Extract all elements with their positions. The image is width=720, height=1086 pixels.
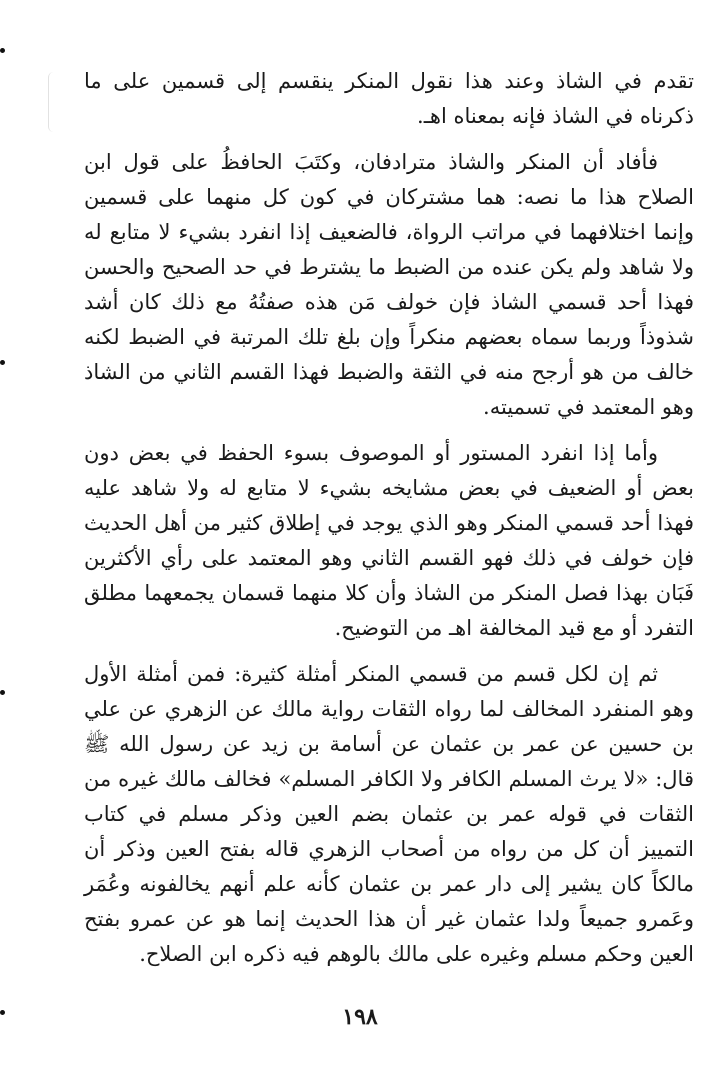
paragraph: وأما إذا انفرد المستور أو الموصوف بسوء الحفظ في بعض دون بعض أو الضعيف في بعض مشايخه بشيء لا متابع له ولا شاهد عليه فهذا أحد قسمي المنكر وهو الذي يوجد في إطلاق كثير من أهل الحديث فإن خولف في ذلك فهو القسم الثاني وهو المعتمد على رأي الأكثرين فَبَان بهذا فصل المنكر من الشاذ وأن كلا منهما قسمان يجمعهما مطلق التفرد أو مع قيد المخالفة اهـ من التوضيح. bbox=[84, 441, 694, 640]
edge-dot bbox=[0, 48, 5, 53]
edge-dot bbox=[0, 360, 5, 365]
paragraph: ثم إن لكل قسم من قسمي المنكر أمثلة كثيرة: فمن أمثلة الأول وهو المنفرد المخالف لما رواه الثقات رواية مالك عن الزهري عن علي بن حسين عن عمر بن عثمان عن أسامة بن زيد عن رسول الله ﷺ قال: «لا يرث المسلم الكافر ولا الكافر المسلم» فخالف مالك غيره من الثقات في قوله عمر بن عثمان بضم العين وذكر مسلم في كتاب التمييز أن كل من رواه من أصحاب الزهري قاله بفتح العين وذكر أن مالكاً كان يشير إلى دار عمر بن عثمان كأنه علم أنهم يخالفونه وعُمَر وعَمرو جميعاً ولدا عثمان غير أن هذا الحديث إنما هو عن عمرو بفتح العين وحكم مسلم وغيره على مالك بالوهم فيه ذكره ابن الصلاح. bbox=[84, 662, 694, 966]
paragraph: فأفاد أن المنكر والشاذ مترادفان، وكتَبَ الحافظُ على قول ابن الصلاح هذا ما نصه: هما مشتركان في كون كل منهما على قسمين وإنما اختلافهما في مراتب الرواة، فالضعيف إذا انفرد بشيء لا متابع له ولا شاهد ولم يكن عنده من الضبط ما يشترط في حد الصحيح والحسن فهذا أحد قسمي الشاذ فإن خولف مَن هذه صفتُهُ مع ذلك كان أشد شذوذاً وربما سماه بعضهم منكراً وإن بلغ تلك المرتبة في الضبط لكنه خالف من هو أرجح منه في الثقة والضبط فهذا القسم الثاني من الشاذ وهو المعتمد في تسميته. bbox=[84, 150, 694, 419]
body-text bbox=[84, 64, 694, 983]
bleed-through-mark bbox=[48, 72, 59, 132]
edge-dot bbox=[0, 690, 5, 695]
paragraph: تقدم في الشاذ وعند هذا نقول المنكر ينقسم إلى قسمين على ما ذكرناه في الشاذ فإنه بمعناه اهـ. bbox=[84, 69, 694, 128]
page-number: ١٩٨ bbox=[342, 1004, 378, 1030]
